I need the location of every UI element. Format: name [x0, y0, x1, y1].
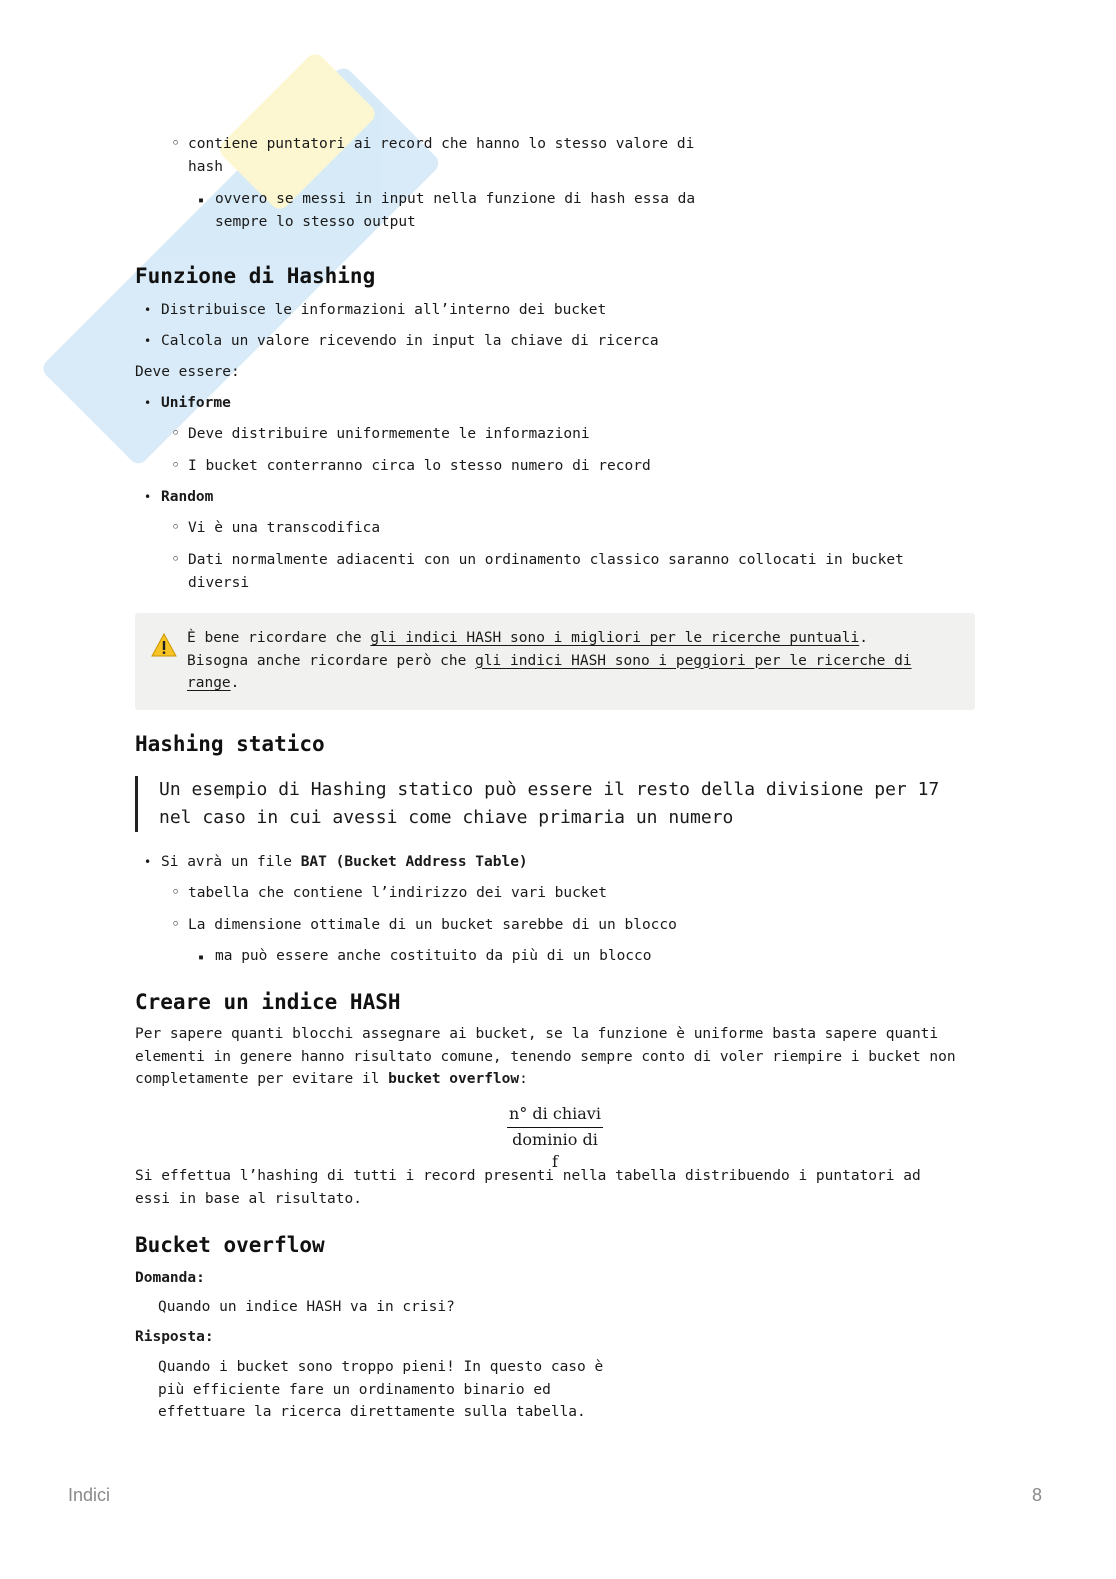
list-item: ◦ Dati normalmente adiacenti con un ordinamento classico saranno collocati in bucket diversi — [188, 549, 948, 595]
blockquote: Un esempio di Hashing statico può essere il resto della divisione per 17 nel caso in cui avessi come chiave primaria un numero — [135, 776, 975, 832]
list-item: • Random — [161, 486, 213, 509]
fraction-denominator: dominio di f — [512, 1130, 598, 1171]
section-title-funzione: Funzione di Hashing — [135, 264, 376, 288]
question-text: Quando un indice HASH va in crisi? — [158, 1299, 455, 1315]
underlined-text: gli indici HASH sono i peggiori per le ricerche di range — [187, 652, 912, 691]
list-item: • Calcola un valore ricevendo in input la chiave di ricerca — [161, 330, 659, 353]
warning-callout — [135, 613, 975, 710]
section-title-statico: Hashing statico — [135, 732, 325, 756]
list-item: ◦ Deve distribuire uniformemente le informazioni — [188, 423, 590, 446]
list-item: ▪ ovvero se messi in input nella funzione di hash essa da sempre lo stesso output — [215, 188, 705, 234]
list-item: ◦ La dimensione ottimale di un bucket sarebbe di un blocco — [188, 914, 677, 937]
paragraph: Si effettua l’hashing di tutti i record presenti nella tabella distribuendo i puntatori ad essi in base al risultato. — [135, 1168, 921, 1207]
list-item: • Si avrà un file BAT (Bucket Address Table) — [161, 851, 528, 874]
section-title-creare: Creare un indice HASH — [135, 990, 401, 1014]
list-item: ◦ tabella che contiene l’indirizzo dei vari bucket — [188, 882, 607, 905]
list-item: ◦ contiene puntatori ai record che hanno lo stesso valore di hash — [188, 133, 708, 179]
list-item: • Distribuisce le informazioni all’interno dei bucket — [161, 299, 606, 322]
question-label: Domanda: — [135, 1270, 205, 1286]
answer-text: Quando i bucket sono troppo pieni! In questo caso è più efficiente fare un ordinamento binario ed effettuare la ricerca direttamente sulla tabella. — [158, 1359, 604, 1420]
underlined-text: gli indici HASH sono i migliori per le ricerche puntuali — [370, 630, 860, 646]
list-item: ▪ ma può essere anche costituito da più di un blocco — [215, 945, 652, 968]
section-title-overflow: Bucket overflow — [135, 1233, 325, 1257]
answer-label: Risposta: — [135, 1329, 214, 1345]
list-item: ◦ Vi è una transcodifica — [188, 517, 380, 540]
callout-text: È bene ricordare che gli indici HASH sono i migliori per le ricerche puntuali. Bisogna anche ricordare però che gli indici HASH sono i peggiori per le ricerche di range. — [187, 630, 912, 691]
warning-icon — [151, 633, 177, 657]
paragraph: Per sapere quanti blocchi assegnare ai bucket, se la funzione è uniforme basta sapere quanti elementi in genere hanno risultato comune, tenendo sempre conto di voler riempire i bucket non completamente per evitare il bucket overflow: — [135, 1026, 956, 1087]
list-item: • Uniforme — [161, 392, 231, 415]
fraction-formula — [507, 1103, 603, 1173]
list-item: ◦ I bucket conterranno circa lo stesso numero di record — [188, 455, 651, 478]
fraction-numerator: n° di chiavi — [507, 1103, 603, 1128]
paragraph: Deve essere: — [135, 364, 240, 380]
page-number: 8 — [1031, 1485, 1042, 1505]
footer-chapter: Indici — [68, 1485, 111, 1505]
